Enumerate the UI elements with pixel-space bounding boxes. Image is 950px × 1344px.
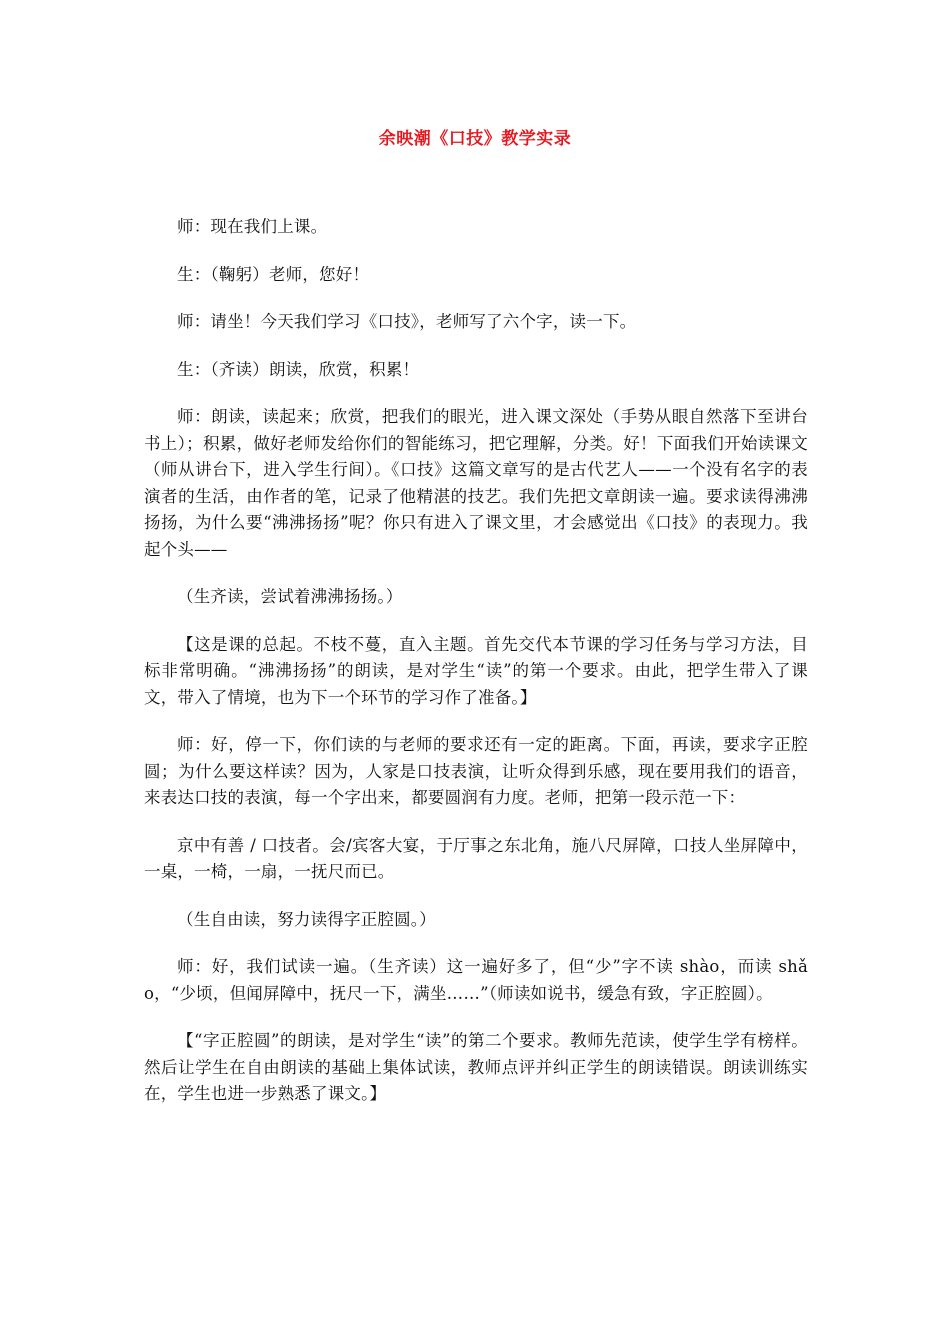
paragraph-4: 生：（齐读）朗读，欣赏，积累！ bbox=[177, 359, 420, 379]
paragraph-9: 师：好，我们试读一遍。（生齐读）这一遍好多了，但“少”字不读 shào，而读 shǎo，“少顷，但闻屏障中，抚尺一下，满坐……”（师读如说书，缓急有致，字正腔圆）。 bbox=[144, 957, 808, 1003]
commentary-1: 【这是课的总起。不枝不蔓，直入主题。首先交代本节课的学习任务与学习方法，目标非常明确。“沸沸扬扬”的朗读，是对学生“读”的第一个要求。由此，把学生带入了课文，带入了情境，也为下一个环节的学习作了准备。】 bbox=[144, 634, 808, 707]
paragraph-7: 师：好，停一下，你们读的与老师的要求还有一定的距离。下面，再读，要求字正腔圆；为什么要这样读？因为，人家是口技表演，让听众得到乐感，现在要用我们的语音，来表达口技的表演，每一个字出来，都要圆润有力度。老师，把第一段示范一下： bbox=[144, 735, 808, 807]
document-title: 余映潮《口技》教学实录 bbox=[378, 129, 572, 149]
paragraph-2: 生：（鞠躬）老师，您好！ bbox=[177, 264, 370, 284]
quote-passage: 京中有善 / 口技者。会/宾客大宴，于厅事之东北角，施八尺屏障，口技人坐屏障中，一桌，一椅，一扇，一抚尺而已。 bbox=[144, 835, 808, 881]
paragraph-6: （生齐读，尝试着沸沸扬扬。） bbox=[177, 587, 403, 606]
paragraph-5: 师：朗读，读起来；欣赏，把我们的眼光，进入课文深处（手势从眼自然落下至讲台书上）；积累，做好老师发给你们的智能练习，把它理解，分类。好！下面我们开始读课文（师从讲台下，进入学生行间）。《口技》这篇文章写的是古代艺人——一个没有名字的表演者的生活，由作者的笔，记录了他精湛的技艺。我们先把文章朗读一遍。要求读得沸沸扬扬，为什么要“沸沸扬扬”呢？你只有进入了课文里，才会感觉出《口技》的表现力。我起个头—— bbox=[144, 407, 808, 559]
document-body bbox=[144, 214, 808, 1129]
paragraph-8: （生自由读，努力读得字正腔圆。） bbox=[177, 909, 436, 929]
paragraph-3: 师：请坐！今天我们学习《口技》，老师写了六个字，读一下。 bbox=[177, 312, 637, 331]
paragraph-1: 师：现在我们上课。 bbox=[177, 217, 328, 236]
commentary-2: 【“字正腔圆”的朗读，是对学生“读”的第二个要求。教师先范读，使学生学有榜样。然后让学生在自由朗读的基础上集体试读，教师点评并纠正学生的朗读错误。朗读训练实在，学生也进一步熟悉了课文。】 bbox=[144, 1031, 808, 1103]
